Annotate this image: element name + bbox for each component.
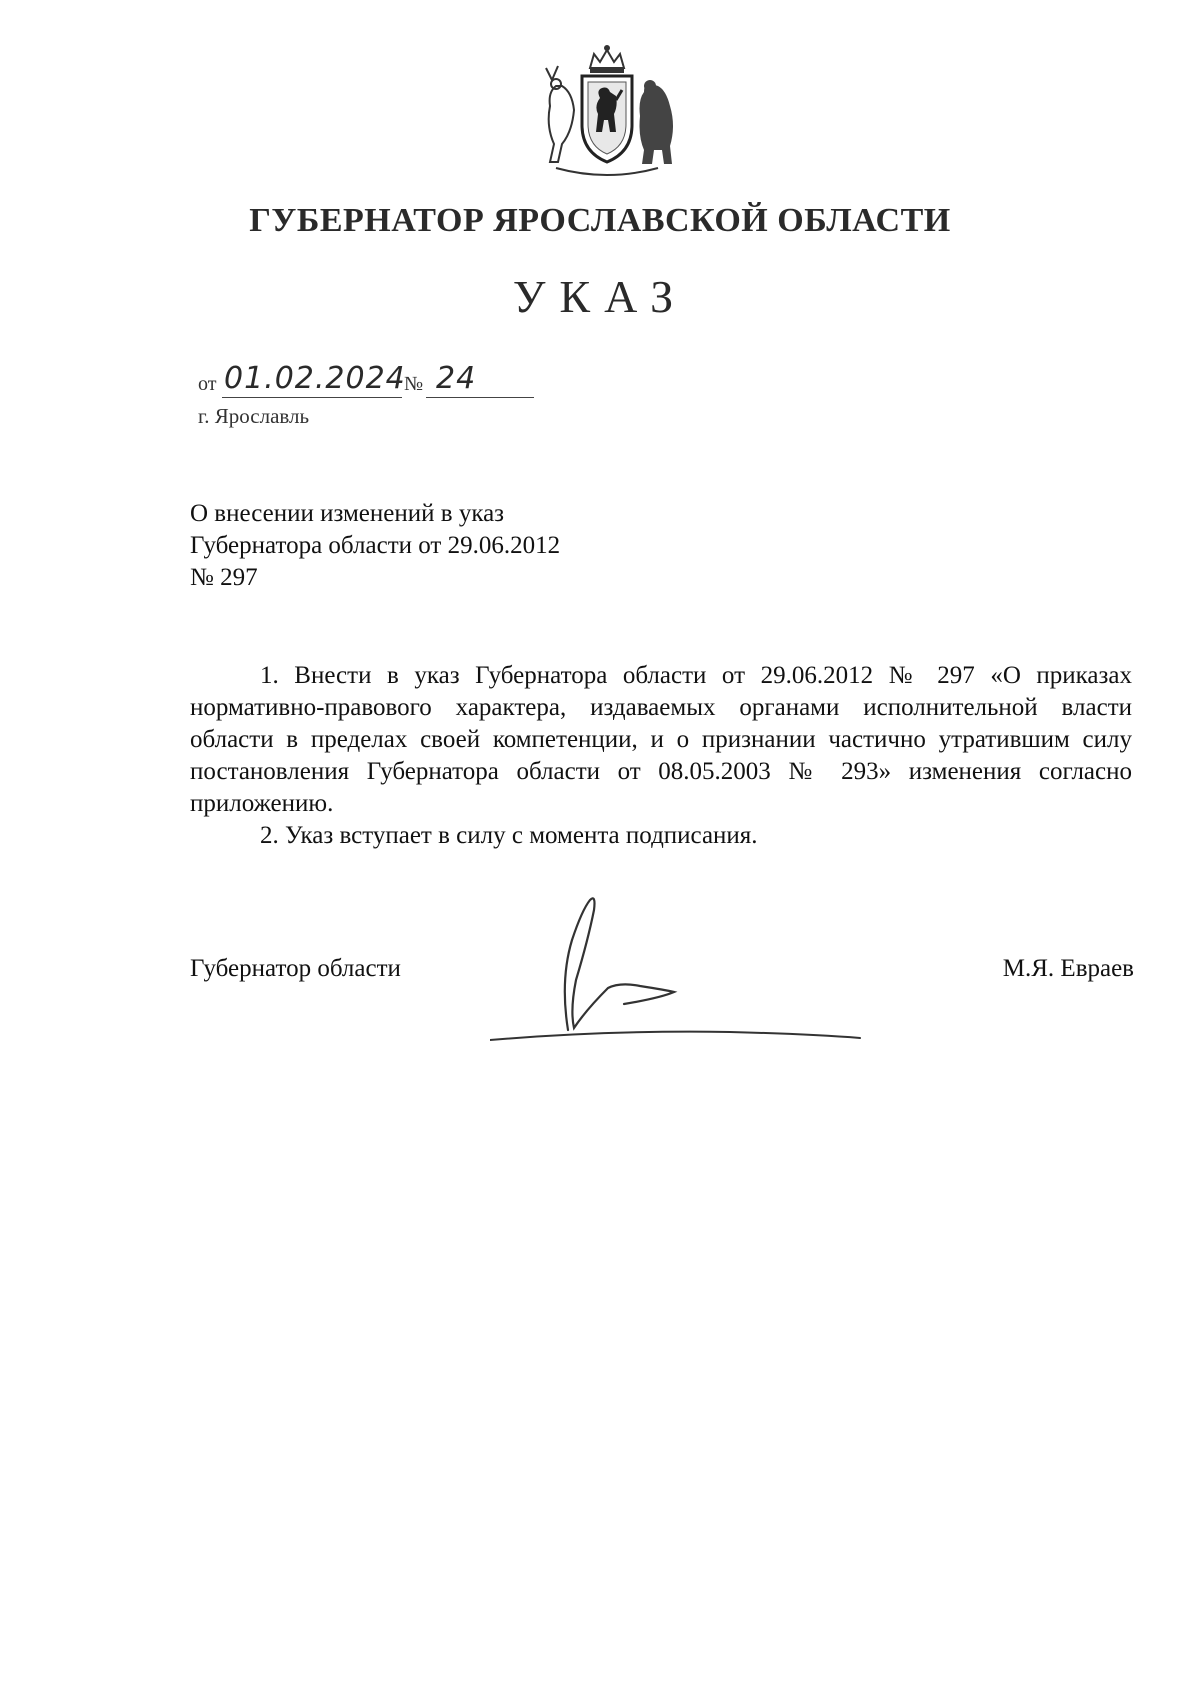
subject-line: Губернатора области от 29.06.2012	[190, 532, 561, 559]
org-title: ГУБЕРНАТОР ЯРОСЛАВСКОЙ ОБЛАСТИ	[249, 202, 951, 239]
date-prefix: от	[198, 373, 217, 395]
number-underline	[426, 397, 534, 398]
number-prefix: №	[404, 373, 424, 395]
signatory-name: М.Я. Евраев	[1002, 955, 1134, 982]
body-paragraph: 1. Внести в указ Губернатора области от 29.06.2012 № 297 «О приказах нормативно-правового характера, издаваемых органами исполнительной власти области в пределах своей компетенции, и о признании частично утратившим силу постановления Губернатора области от 08.05.2003 № 293» изменения согласно приложению.	[190, 662, 1132, 817]
registration-line	[198, 360, 558, 400]
document-subject	[190, 498, 710, 594]
document-type: УКАЗ	[512, 271, 688, 322]
date-underline	[222, 397, 402, 398]
subject-line: О внесении изменений в указ	[190, 500, 505, 527]
number-value: 24	[436, 361, 477, 396]
subject-line: № 297	[190, 564, 258, 591]
coat-of-arms-icon	[532, 40, 682, 180]
city: г. Ярославль	[198, 404, 310, 428]
body-paragraph: 2. Указ вступает в силу с момента подписания.	[260, 822, 758, 849]
document-body	[190, 660, 1132, 852]
handwritten-signature-icon	[490, 870, 910, 1050]
date-value: 01.02.2024	[224, 361, 406, 396]
signatory-title: Губернатор области	[190, 955, 401, 982]
